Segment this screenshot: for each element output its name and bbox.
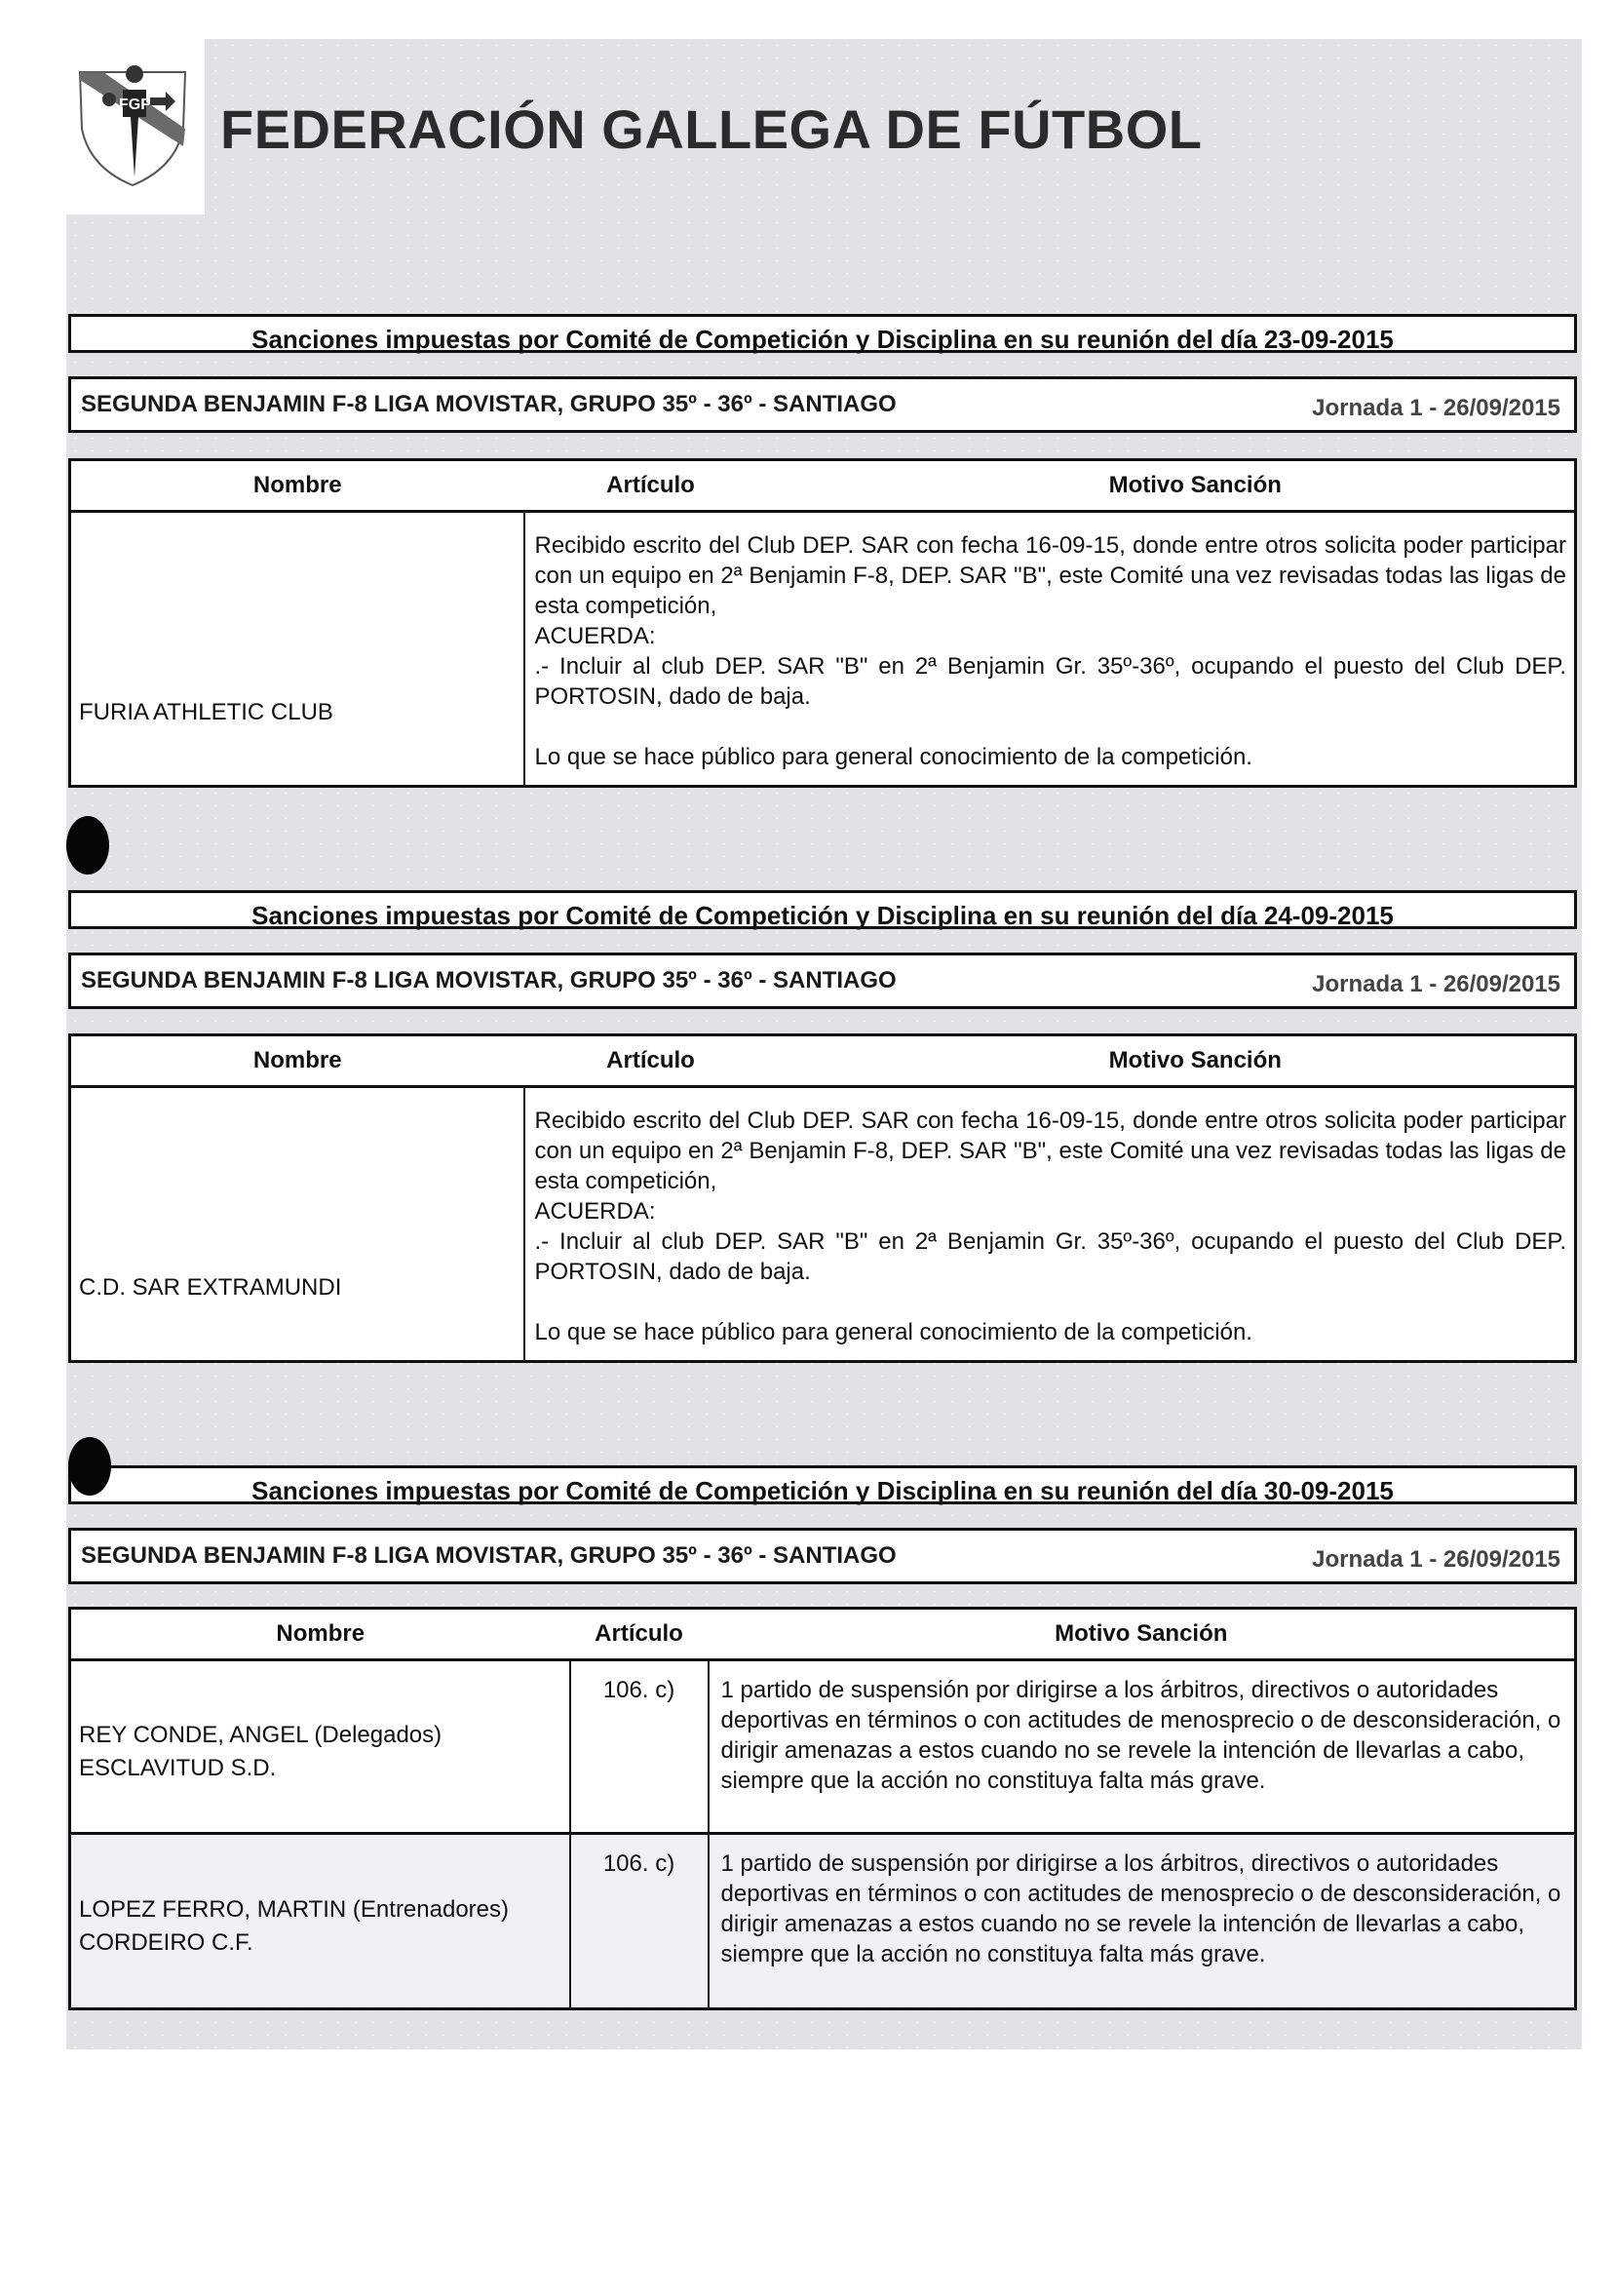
motivo-closing: Lo que se hace público para general conocimiento de la competición.: [534, 743, 1252, 770]
col-header-nombre: Nombre: [70, 1035, 524, 1087]
person-name: REY CONDE, ANGEL (Delegados): [79, 1721, 442, 1748]
jornada-date: Jornada 1 - 26/09/2015: [1312, 971, 1560, 997]
motivo-acuerda: ACUERDA:: [534, 622, 656, 649]
cell-motivo: [524, 512, 1576, 787]
cell-motivo: [524, 1087, 1576, 1362]
cell-nombre: [70, 1660, 570, 1834]
sanctions-table: [68, 1033, 1577, 1363]
motivo-paragraph: Recibido escrito del Club DEP. SAR con fecha 16-09-15, donde entre otros solicita poder participar con un equipo en 2ª Benjamin F-8, DEP. SAR "B", este Comité una vez revisadas todas las ligas de esta competición,: [534, 1107, 1566, 1194]
cell-articulo: 106. c): [570, 1660, 709, 1834]
section-title: Sanciones impuestas por Comité de Competición y Disciplina en su reunión del día 23-09-2015: [251, 324, 1394, 354]
league-name: SEGUNDA BENJAMIN F-8 LIGA MOVISTAR, GRUPO 35º - 36º - SANTIAGO: [81, 391, 897, 417]
table-row: [70, 1660, 1576, 1834]
col-header-articulo: Artículo: [524, 460, 817, 512]
cell-articulo: 106. c): [570, 1834, 709, 2009]
table-row: [70, 512, 1576, 787]
svg-text:FGF: FGF: [119, 97, 150, 113]
col-header-nombre: Nombre: [70, 460, 524, 512]
motivo-acuerda: ACUERDA:: [534, 1197, 656, 1225]
section-title: Sanciones impuestas por Comité de Competición y Disciplina en su reunión del día 24-09-2015: [251, 900, 1394, 930]
col-header-motivo: Motivo Sanción: [709, 1609, 1576, 1660]
table-header-row: [70, 460, 1576, 512]
section-title-box: [68, 890, 1577, 929]
punch-hole: [66, 816, 109, 875]
section-title-box: [68, 314, 1577, 353]
org-title: FEDERACIÓN GALLEGA DE FÚTBOL: [220, 98, 1203, 160]
club-name: CORDEIRO C.F.: [79, 1928, 253, 1956]
club-name: ESCLAVITUD S.D.: [79, 1754, 277, 1781]
cell-nombre: [70, 1087, 524, 1362]
table-header-row: [70, 1035, 1576, 1087]
cell-motivo: 1 partido de suspensión por dirigirse a los árbitros, directivos o autoridades deportivas en términos o con actitudes de menosprecio o de desconsideración, o dirigir amenazas a estos cuando no se revele la intención de llevarlas a cabo, siempre que la acción no constituya falta más grave.: [709, 1660, 1576, 1834]
person-name: LOPEZ FERRO, MARTIN (Entrenadores): [79, 1895, 509, 1923]
cell-motivo: 1 partido de suspensión por dirigirse a los árbitros, directivos o autoridades deportivas en términos o con actitudes de menosprecio o de desconsideración, o dirigir amenazas a estos cuando no se revele la intención de llevarlas a cabo, siempre que la acción no constituya falta más grave.: [709, 1834, 1576, 2009]
col-header-articulo: Artículo: [524, 1035, 817, 1087]
league-box: [68, 376, 1577, 433]
section-title: Sanciones impuestas por Comité de Competición y Disciplina en su reunión del día 30-09-2015: [251, 1475, 1394, 1505]
jornada-date: Jornada 1 - 26/09/2015: [1312, 1546, 1560, 1573]
col-header-motivo: Motivo Sanción: [817, 460, 1576, 512]
table-row: [70, 1834, 1576, 2009]
col-header-motivo: Motivo Sanción: [817, 1035, 1576, 1087]
league-name: SEGUNDA BENJAMIN F-8 LIGA MOVISTAR, GRUPO 35º - 36º - SANTIAGO: [81, 967, 897, 993]
sanctions-table: [68, 458, 1577, 788]
punch-hole: [68, 1437, 111, 1496]
league-box: [68, 1528, 1577, 1584]
motivo-paragraph: Recibido escrito del Club DEP. SAR con fecha 16-09-15, donde entre otros solicita poder participar con un equipo en 2ª Benjamin F-8, DEP. SAR "B", este Comité una vez revisadas todas las ligas de esta competición,: [534, 531, 1566, 619]
league-name: SEGUNDA BENJAMIN F-8 LIGA MOVISTAR, GRUPO 35º - 36º - SANTIAGO: [81, 1542, 897, 1569]
table-row: [70, 1087, 1576, 1362]
nombre-text: C.D. SAR EXTRAMUNDI: [79, 1274, 342, 1301]
motivo-resolution: .- Incluir al club DEP. SAR "B" en 2ª Benjamin Gr. 35º-36º, ocupando el puesto del Club DEP. PORTOSIN, dado de baja.: [534, 1227, 1566, 1285]
jornada-date: Jornada 1 - 26/09/2015: [1312, 395, 1560, 421]
fgf-shield-logo-icon: [74, 60, 191, 187]
col-header-articulo: Artículo: [570, 1609, 709, 1660]
sanctions-table: [68, 1607, 1577, 2010]
cell-nombre: [70, 512, 524, 787]
motivo-closing: Lo que se hace público para general conocimiento de la competición.: [534, 1318, 1252, 1345]
table-header-row: [70, 1609, 1576, 1660]
league-box: [68, 953, 1577, 1009]
col-header-nombre: Nombre: [70, 1609, 570, 1660]
cell-nombre: [70, 1834, 570, 2009]
nombre-text: FURIA ATHLETIC CLUB: [79, 699, 333, 725]
motivo-resolution: .- Incluir al club DEP. SAR "B" en 2ª Benjamin Gr. 35º-36º, ocupando el puesto del Club DEP. PORTOSIN, dado de baja.: [534, 652, 1566, 710]
section-title-box: [68, 1465, 1577, 1504]
